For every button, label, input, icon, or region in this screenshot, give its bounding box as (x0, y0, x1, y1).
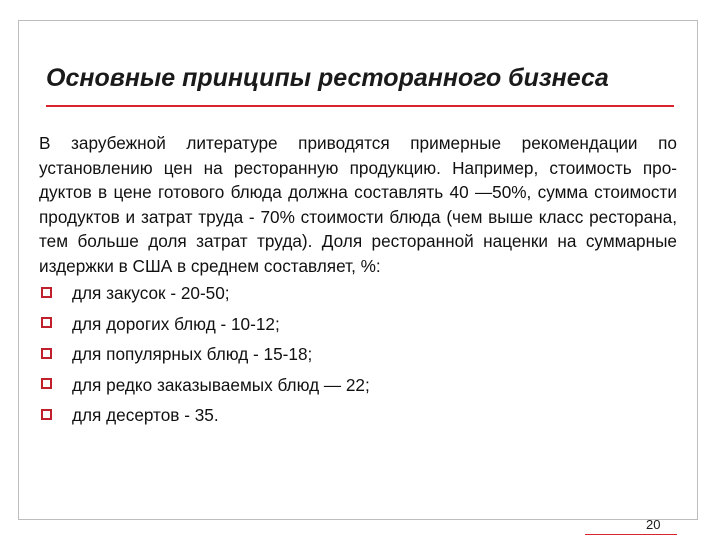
hollow-square-icon (41, 348, 52, 359)
intro-paragraph: В зарубежной литературе приводятся примерные рекомендации по установлению цен на ресторанную продукцию. Например, стоимость про-дуктов в цене готового блюда должна составлять 40 —50%, сумма стоимости продуктов и затрат труда - 70% стоимости блюда (чем выше класс ресторана, тем больше доля затрат труда). Доля ресторанной наценки на суммарные издержки в США в среднем составляет, %: (39, 133, 677, 276)
bullet-text: для десертов - 35. (72, 405, 219, 425)
bullet-item (39, 370, 677, 401)
hollow-square-icon (41, 409, 52, 420)
hollow-square-icon (41, 378, 52, 389)
bullet-item (39, 400, 677, 431)
bullet-text: для популярных блюд - 15-18; (72, 344, 313, 364)
bullet-text: для закусок - 20-50; (72, 283, 230, 303)
page-number: 20 (646, 517, 661, 532)
title-underline (46, 105, 674, 107)
bullet-item (39, 309, 677, 340)
hollow-square-icon (41, 287, 52, 298)
bullet-item (39, 339, 677, 370)
bullet-text: для редко заказываемых блюд — 22; (72, 374, 370, 395)
hollow-square-icon (41, 317, 52, 328)
page-number-underline (585, 534, 677, 535)
bullet-list (39, 278, 677, 431)
bullet-text: для дорогих блюд - 10-12; (72, 313, 280, 334)
slide-title: Основные принципы ресторанного бизнеса (46, 64, 609, 92)
bullet-item (39, 278, 677, 309)
slide-body (39, 131, 677, 431)
